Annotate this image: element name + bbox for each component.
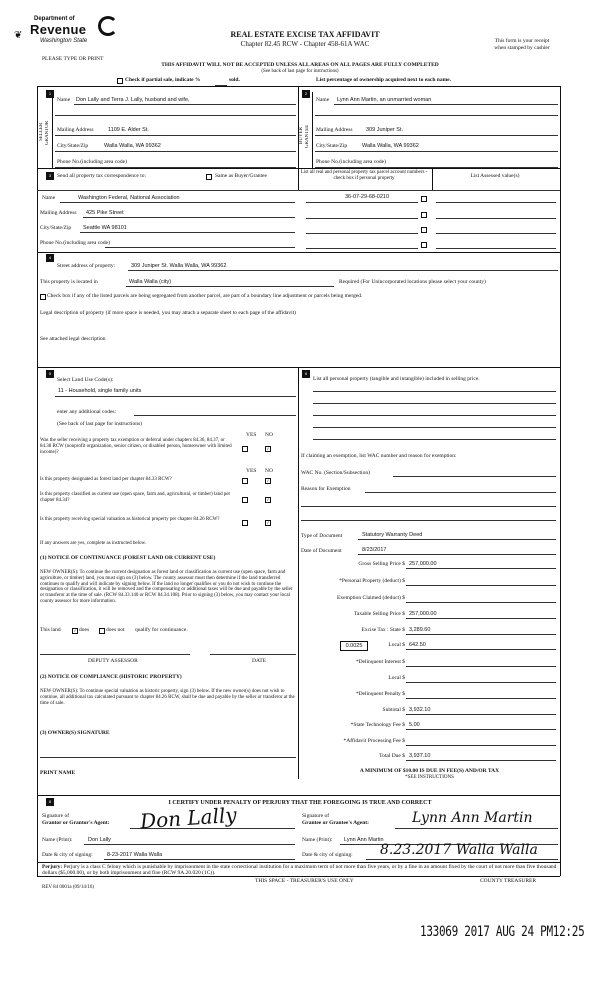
- grantee-print-value[interactable]: Lynn Ann Martin: [344, 837, 384, 843]
- receipt-note-2: when stamped by cashier: [494, 45, 550, 51]
- list-pct-note: List percentage of ownership acquired next to each name.: [316, 77, 451, 83]
- seller-name-line: [74, 104, 296, 105]
- date-doc-value[interactable]: 8/23/2017: [362, 547, 387, 553]
- assessed-line-4: [436, 248, 556, 249]
- sold-label: sold.: [229, 77, 240, 83]
- gross-selling-label: Gross Selling Price $: [358, 561, 405, 567]
- minimum-note: A MINIMUM OF $10.00 IS DUE IN FEE(S) AND/OR TAX: [359, 768, 500, 774]
- grantor-sig-line: [130, 828, 295, 829]
- does-not-checkbox[interactable]: [99, 628, 105, 634]
- grantor-print-label: Name (Print):: [42, 837, 73, 843]
- deputy-assessor-label: DEPUTY ASSESSOR: [88, 658, 138, 664]
- notice-2-title: (2) NOTICE OF COMPLIANCE (HISTORIC PROPERTY): [40, 674, 182, 680]
- parcel-line-1: [306, 202, 418, 203]
- seller-city-value[interactable]: Walla Walla, WA 99362: [104, 143, 161, 149]
- grantor-side-label: [45, 118, 50, 148]
- grantor-date-label: Date & city of signing:: [42, 852, 93, 858]
- does-checkbox[interactable]: ✓: [73, 628, 77, 633]
- located-in-value[interactable]: Walla Walla (city): [129, 279, 172, 285]
- same-as-buyer-checkbox[interactable]: [206, 174, 212, 180]
- q1-no-checkbox[interactable]: ✓: [266, 446, 270, 451]
- excise-state-line: [406, 634, 556, 635]
- pp-line-5: [313, 439, 556, 440]
- reason-line-2: [301, 506, 556, 507]
- buyer-label: BUYER: [299, 127, 304, 145]
- parcel-line-4: [306, 248, 418, 249]
- q3-yes-checkbox[interactable]: [242, 497, 248, 503]
- seller-label: SELLER: [39, 122, 44, 142]
- this-land-label: This land: [40, 627, 61, 633]
- reason-line-1: [365, 492, 556, 493]
- grantee-sig-label-2: Grantee or Grantee's Agent:: [302, 820, 369, 826]
- receipt-note-1: This form is your receipt: [494, 38, 550, 44]
- excise-state-label: Excise Tax : State $: [361, 627, 405, 633]
- tech-fee-label: *State Technology Fee $: [350, 722, 405, 728]
- county-treasurer-label: COUNTY TREASURER: [480, 878, 537, 884]
- buyer-city-line: [315, 151, 558, 152]
- q4-no-checkbox[interactable]: ✓: [266, 520, 270, 525]
- tech-fee-line: [406, 729, 556, 730]
- assessed-line-3: [436, 233, 556, 234]
- local-label: Local $: [388, 642, 405, 648]
- exemption-note: If claiming an exemption, list WAC number and reason for exemption:: [301, 453, 457, 459]
- subtotal-line: [406, 714, 556, 715]
- assessor-date-line: [210, 654, 296, 655]
- buyer-city-value[interactable]: Walla Walla, WA 99362: [362, 143, 419, 149]
- grantor-print-line: [84, 844, 295, 845]
- affidavit-fee-label: *Affidavit Processing Fee $: [343, 738, 405, 744]
- owner-sig-line: [40, 757, 296, 758]
- total-due-line: [406, 760, 556, 761]
- section-1-badge: 1: [46, 90, 54, 98]
- seller-name-label: Name: [57, 97, 71, 103]
- buyer-side-label: [299, 124, 304, 148]
- additional-codes-label: enter any additional codes:: [57, 409, 117, 415]
- owner-signature-label: (3) OWNER(S) SIGNATURE: [40, 730, 110, 736]
- question-2: Is this property designated as forest land per chapter 84.33 RCW?: [40, 477, 172, 482]
- located-in-line: [126, 286, 334, 287]
- seller-city-label: City/State/Zip: [57, 143, 89, 149]
- perjury-block: [42, 864, 557, 877]
- grantee-date-label: Date & city of signing:: [302, 852, 353, 858]
- corr-name-label: Name: [42, 195, 56, 201]
- buyer-name-line-2: [315, 115, 558, 116]
- grantee-side-label: [305, 120, 310, 152]
- perjury-label: Perjury:: [42, 864, 63, 870]
- dor-logo: [14, 14, 134, 50]
- buyer-phone-label: Phone No.(including area code): [316, 159, 386, 165]
- partial-sale-checkbox[interactable]: [117, 78, 123, 84]
- does-label: does: [79, 627, 90, 633]
- certify-statement: I CERTIFY UNDER PENALTY OF PERJURY THAT THE FOREGOING IS TRUE AND CORRECT: [168, 800, 432, 806]
- rule-after-sec3: [37, 252, 560, 253]
- taxable-selling-line: [406, 618, 556, 619]
- grantor-sig-label-1: Signature of: [42, 813, 70, 819]
- buyer-name-value[interactable]: Lynn Ann Martin, an unmarried woman: [337, 97, 432, 103]
- section-3-badge: 3: [46, 172, 54, 180]
- gross-selling-value[interactable]: 257,000.00: [409, 561, 437, 567]
- segregated-note: Check box if any of the listed parcels are being segregated from another parcel, are part of a boundary line adjustment or parcels being merged.: [47, 293, 363, 299]
- corr-city-value[interactable]: Seattle WA 98101: [83, 225, 127, 231]
- grantee-label: GRANTEE: [305, 124, 310, 148]
- qualify-label: qualify for continuance.: [135, 627, 188, 633]
- section-5-badge: 5: [46, 370, 54, 378]
- section-8-badge: 8: [46, 798, 54, 806]
- buyer-side-divider: [312, 92, 313, 168]
- street-address-line: [128, 270, 558, 271]
- excise-state-value[interactable]: 3,289.60: [409, 627, 431, 633]
- sec3-divider-1: [298, 168, 299, 190]
- seller-side-label: [39, 118, 44, 146]
- section-4-badge: 4: [46, 254, 54, 262]
- buyer-mailing-line: [315, 135, 558, 136]
- local-2-line: [406, 682, 556, 683]
- total-due-label: Total Due $: [379, 753, 405, 759]
- recording-stamp: 133069 2017 AUG 24 PM12:25: [420, 923, 585, 940]
- parcel-1-personal-checkbox[interactable]: [421, 196, 427, 202]
- type-doc-line: [358, 539, 556, 540]
- pp-line-1: [313, 391, 556, 392]
- rule-before-perjury: [37, 862, 560, 863]
- assessed-line-2: [436, 218, 556, 219]
- if-yes-note: If any answers are yes, complete as instructed below.: [40, 541, 147, 546]
- question-1: Was the seller receiving a property tax exemption or deferral under chapters 84.36, 84.37, or 84.38 RCW (nonprofit organization, senior citizen, or disabled person, homeowner with limited income)?: [40, 438, 232, 455]
- additional-codes-line: [134, 415, 296, 416]
- corr-name-value[interactable]: Washington Federal, National Association: [78, 195, 180, 201]
- grantor-date-value[interactable]: 8-23-2017 Walla Walla: [107, 852, 163, 858]
- date-doc-label: Date of Document: [301, 548, 342, 554]
- seller-name-line-2: [55, 115, 296, 116]
- send-correspondence-label: Send all property tax correspondence to:: [57, 173, 147, 179]
- land-use-see-back: (See back of last page for instructions): [57, 421, 142, 427]
- grantor-label: GRANTOR: [45, 120, 50, 146]
- type-doc-value[interactable]: Statutory Warranty Deed: [362, 532, 423, 538]
- wac-line: [393, 476, 556, 477]
- corr-city-label: City/State/Zip: [40, 225, 72, 231]
- personal-deduct-line: [406, 585, 556, 586]
- treasurer-space-label: THIS SPACE - TREASURER'S USE ONLY: [255, 878, 354, 884]
- local-2-label: Local $: [388, 675, 405, 681]
- frame-left: [37, 86, 38, 876]
- local-line: [406, 649, 556, 650]
- logo-line1: Department of: [34, 16, 75, 22]
- parcel-3-personal-checkbox[interactable]: [421, 227, 427, 233]
- delinquent-interest-label: *Delinquent Interest $: [355, 659, 405, 665]
- street-address-label: Street address of property:: [57, 263, 116, 269]
- notice-1-title: (1) NOTICE OF CONTINUANCE (FOREST LAND OR CURRENT USE): [40, 555, 216, 561]
- legal-description-label: Legal description of property (if more space is needed, you may attach a separate sheet to each page of the affidavit): [40, 310, 296, 316]
- personal-deduct-label: *Personal Property (deduct) $: [339, 578, 405, 584]
- assessed-line-1: [436, 202, 556, 203]
- seller-mailing-label: Mailing Address: [57, 127, 94, 133]
- see-back-note: (See back of last page for instructions): [261, 69, 339, 74]
- seller-city-line: [55, 151, 296, 152]
- taxable-selling-value[interactable]: 257,000.00: [409, 611, 437, 617]
- required-note: Required (For Unincorporated locations please select your county): [339, 279, 486, 285]
- corr-phone-label: Phone No.(including area code): [40, 240, 110, 246]
- street-address-value[interactable]: 309 Juniper St. Walla Walla, WA 99362: [131, 263, 227, 269]
- sec3-divider-2: [432, 168, 433, 190]
- grantee-signature[interactable]: Lynn Ann Martin: [412, 810, 533, 826]
- personal-property-label: List all personal property (tangible and intangible) included in selling price.: [313, 376, 480, 382]
- corr-phone-line: [105, 247, 295, 248]
- q3-no-checkbox[interactable]: ✓: [266, 497, 270, 502]
- corr-mailing-value[interactable]: 425 Pike Street: [86, 210, 124, 216]
- parcel-header: List all real and personal property tax parcel account numbers - check box if personal property: [300, 170, 428, 181]
- see-instructions-note: *SEE INSTRUCTIONS: [405, 775, 454, 780]
- reason-line-3: [301, 520, 556, 521]
- land-use-line: [55, 396, 296, 397]
- buyer-city-label: City/State/Zip: [316, 143, 348, 149]
- warning-text: THIS AFFIDAVIT WILL NOT BE ACCEPTED UNLESS ALL AREAS ON ALL PAGES ARE FULLY COMPLETED: [161, 62, 439, 68]
- pp-line-3: [313, 415, 556, 416]
- parcel-line-3: [306, 233, 418, 234]
- seller-name-value[interactable]: Don Lally and Terra J. Lally, husband and wife,: [76, 97, 190, 103]
- assessed-header: List Assessed value(s): [470, 173, 520, 179]
- rule-before-sec8: [37, 795, 560, 796]
- yes-header-2: YES: [246, 468, 257, 474]
- local-rate-box[interactable]: 0.0025: [340, 641, 368, 651]
- pp-line-2: [313, 403, 556, 404]
- q2-no-checkbox[interactable]: ✓: [266, 478, 270, 483]
- grantee-date-line: [366, 859, 558, 860]
- seller-phone-label: Phone No.(including area code): [57, 159, 127, 165]
- parcel-number-value[interactable]: 36-07-29-68-0210: [345, 194, 390, 200]
- no-header-1: NO: [265, 432, 273, 438]
- partial-sale-label: Check if partial sale, indicate %: [125, 77, 201, 83]
- section-6-badge: 6: [302, 370, 310, 378]
- question-3: Is this property classified as current use (open space, farm and, agricultural, or timber) land per chapter 84.34?: [40, 492, 231, 503]
- buyer-mailing-label: Mailing Address: [316, 127, 353, 133]
- date-doc-line: [358, 554, 556, 555]
- sec3-header-rule: [37, 190, 560, 191]
- pp-line-4: [313, 427, 556, 428]
- buyer-name-line: [334, 104, 558, 105]
- type-doc-label: Type of Document: [301, 533, 343, 539]
- rev-code: REV 84 0001a (09/14/16): [42, 885, 94, 890]
- q4-yes-checkbox[interactable]: [242, 520, 248, 526]
- grantee-sig-line: [395, 828, 558, 829]
- grantee-sig-label-1: Signature of: [302, 813, 330, 819]
- wac-label: WAC No. (Section/Subsection): [301, 470, 370, 476]
- notice-2-text: NEW OWNER(S): To continue special valuation as historic property, sign (3) below. If the new owner(s) does not wish to continue, all additional tax calculated pursuant to chapter 84.26 RCW, shall be due and payable by the seller or transferor at the time of sale.: [40, 689, 295, 706]
- legal-description-value[interactable]: See attached legal description: [40, 336, 106, 342]
- buyer-mailing-value[interactable]: 309 Juniper St.: [366, 127, 403, 133]
- grantor-print-value[interactable]: Don Lally: [88, 837, 111, 843]
- seller-mailing-line: [55, 135, 296, 136]
- land-use-value[interactable]: 11 - Household, single family units: [58, 388, 142, 394]
- q2-yes-checkbox[interactable]: [242, 478, 248, 484]
- grantor-signature[interactable]: Don Lally: [139, 802, 238, 834]
- gross-selling-line: [406, 568, 556, 569]
- assessor-date-label: DATE: [252, 658, 267, 664]
- parcel-2-personal-checkbox[interactable]: [421, 212, 427, 218]
- frame-right: [560, 86, 561, 876]
- no-header-2: NO: [265, 468, 273, 474]
- subtotal-label: Subtotal $: [382, 707, 405, 713]
- delinquent-interest-line: [406, 666, 556, 667]
- form-title: REAL ESTATE EXCISE TAX AFFIDAVIT: [230, 30, 380, 39]
- land-use-label: Select Land Use Code(s):: [57, 377, 114, 383]
- corr-mailing-line: [83, 217, 295, 218]
- tech-fee-value[interactable]: 5.00: [409, 722, 420, 728]
- corr-city-line: [80, 232, 295, 233]
- subtotal-value[interactable]: 3,932.10: [409, 707, 431, 713]
- frame-middle-bottom: [298, 367, 299, 779]
- yes-header-1: YES: [246, 432, 257, 438]
- delinquent-penalty-label: *Delinquent Penalty $: [355, 691, 405, 697]
- buyer-name-label: Name: [316, 97, 330, 103]
- rule-after-perjury: [37, 876, 560, 877]
- form-subtitle: Chapter 82.45 RCW - Chapter 458-61A WAC: [240, 40, 370, 48]
- grantee-date-value[interactable]: 8.23.2017 Walla Walla: [380, 842, 538, 858]
- corr-mailing-label: Mailing Address: [40, 210, 77, 216]
- same-as-buyer-label: Same as Buyer/Grantee: [215, 173, 267, 179]
- taxable-selling-label: Taxable Selling Price $: [353, 611, 405, 617]
- print-name-label: PRINT NAME: [40, 770, 76, 776]
- corr-name-line: [60, 202, 295, 203]
- logo-line2: Revenue: [30, 22, 87, 37]
- perjury-text: Perjury is a class C felony which is punishable by imprisonment in the state correctional institution for a maximum term of not more than five years, or by a fine in an amount fixed by the court of not more than five thousand dollars ($5,000.00), or by both imprisonment and fine (RCW 9A.20.020 (1C)).: [42, 864, 557, 877]
- logo-swirl-icon: [98, 16, 118, 36]
- affidavit-fee-line: [406, 745, 556, 746]
- segregated-checkbox[interactable]: [40, 294, 46, 300]
- parcel-line-2: [306, 218, 418, 219]
- delinquent-penalty-line: [406, 698, 556, 699]
- grantee-print-label: Name (Print):: [302, 837, 333, 843]
- notice-1-text: NEW OWNER(S): To continue the current designation as forest land or classification as current use (open space, farm and agriculture, or timber) land, you must sign on (3) below. The county assessor must then determine if the land transferred continues to qualify and will indicate by signing below. If the land no longer qualifies or you do not wish to continue the designation or classification, it will be removed and the compensating or additional taxes will be due and payable by the seller or transferor at the time of sale. (RCW 84.33.140 or RCW 84.34.108). Prior to signing (3) below, you may contact your local county assessor for more information.: [40, 570, 293, 604]
- does-not-label: does not: [106, 627, 125, 633]
- exemption-deduct-line: [406, 602, 556, 603]
- reason-label: Reason for Exemption: [301, 486, 351, 492]
- grantor-sig-label-2: Grantor or Grantor's Agent:: [42, 820, 110, 826]
- parcel-4-personal-checkbox[interactable]: [421, 242, 427, 248]
- question-4: Is this property receiving special valuation as historical property per chapter 84.26 RCW?: [40, 517, 220, 522]
- exemption-deduct-label: Exemption Claimed (deduct) $: [337, 595, 405, 601]
- total-due-value[interactable]: 3,937.10: [409, 753, 431, 759]
- located-in-label: This property is located in: [40, 279, 98, 285]
- section-2-badge: 2: [302, 90, 310, 98]
- type-or-print: PLEASE TYPE OR PRINT: [42, 56, 104, 62]
- seller-mailing-value[interactable]: 1109 E. Alder St.: [108, 127, 149, 133]
- q1-yes-checkbox[interactable]: [242, 446, 248, 452]
- local-value[interactable]: 642.50: [409, 642, 426, 648]
- wa-map-icon: ❦: [14, 30, 23, 41]
- seller-side-divider: [52, 92, 53, 168]
- assessor-sig-line: [40, 654, 190, 655]
- logo-line3: Washington State: [40, 38, 88, 44]
- grantor-date-line: [104, 859, 295, 860]
